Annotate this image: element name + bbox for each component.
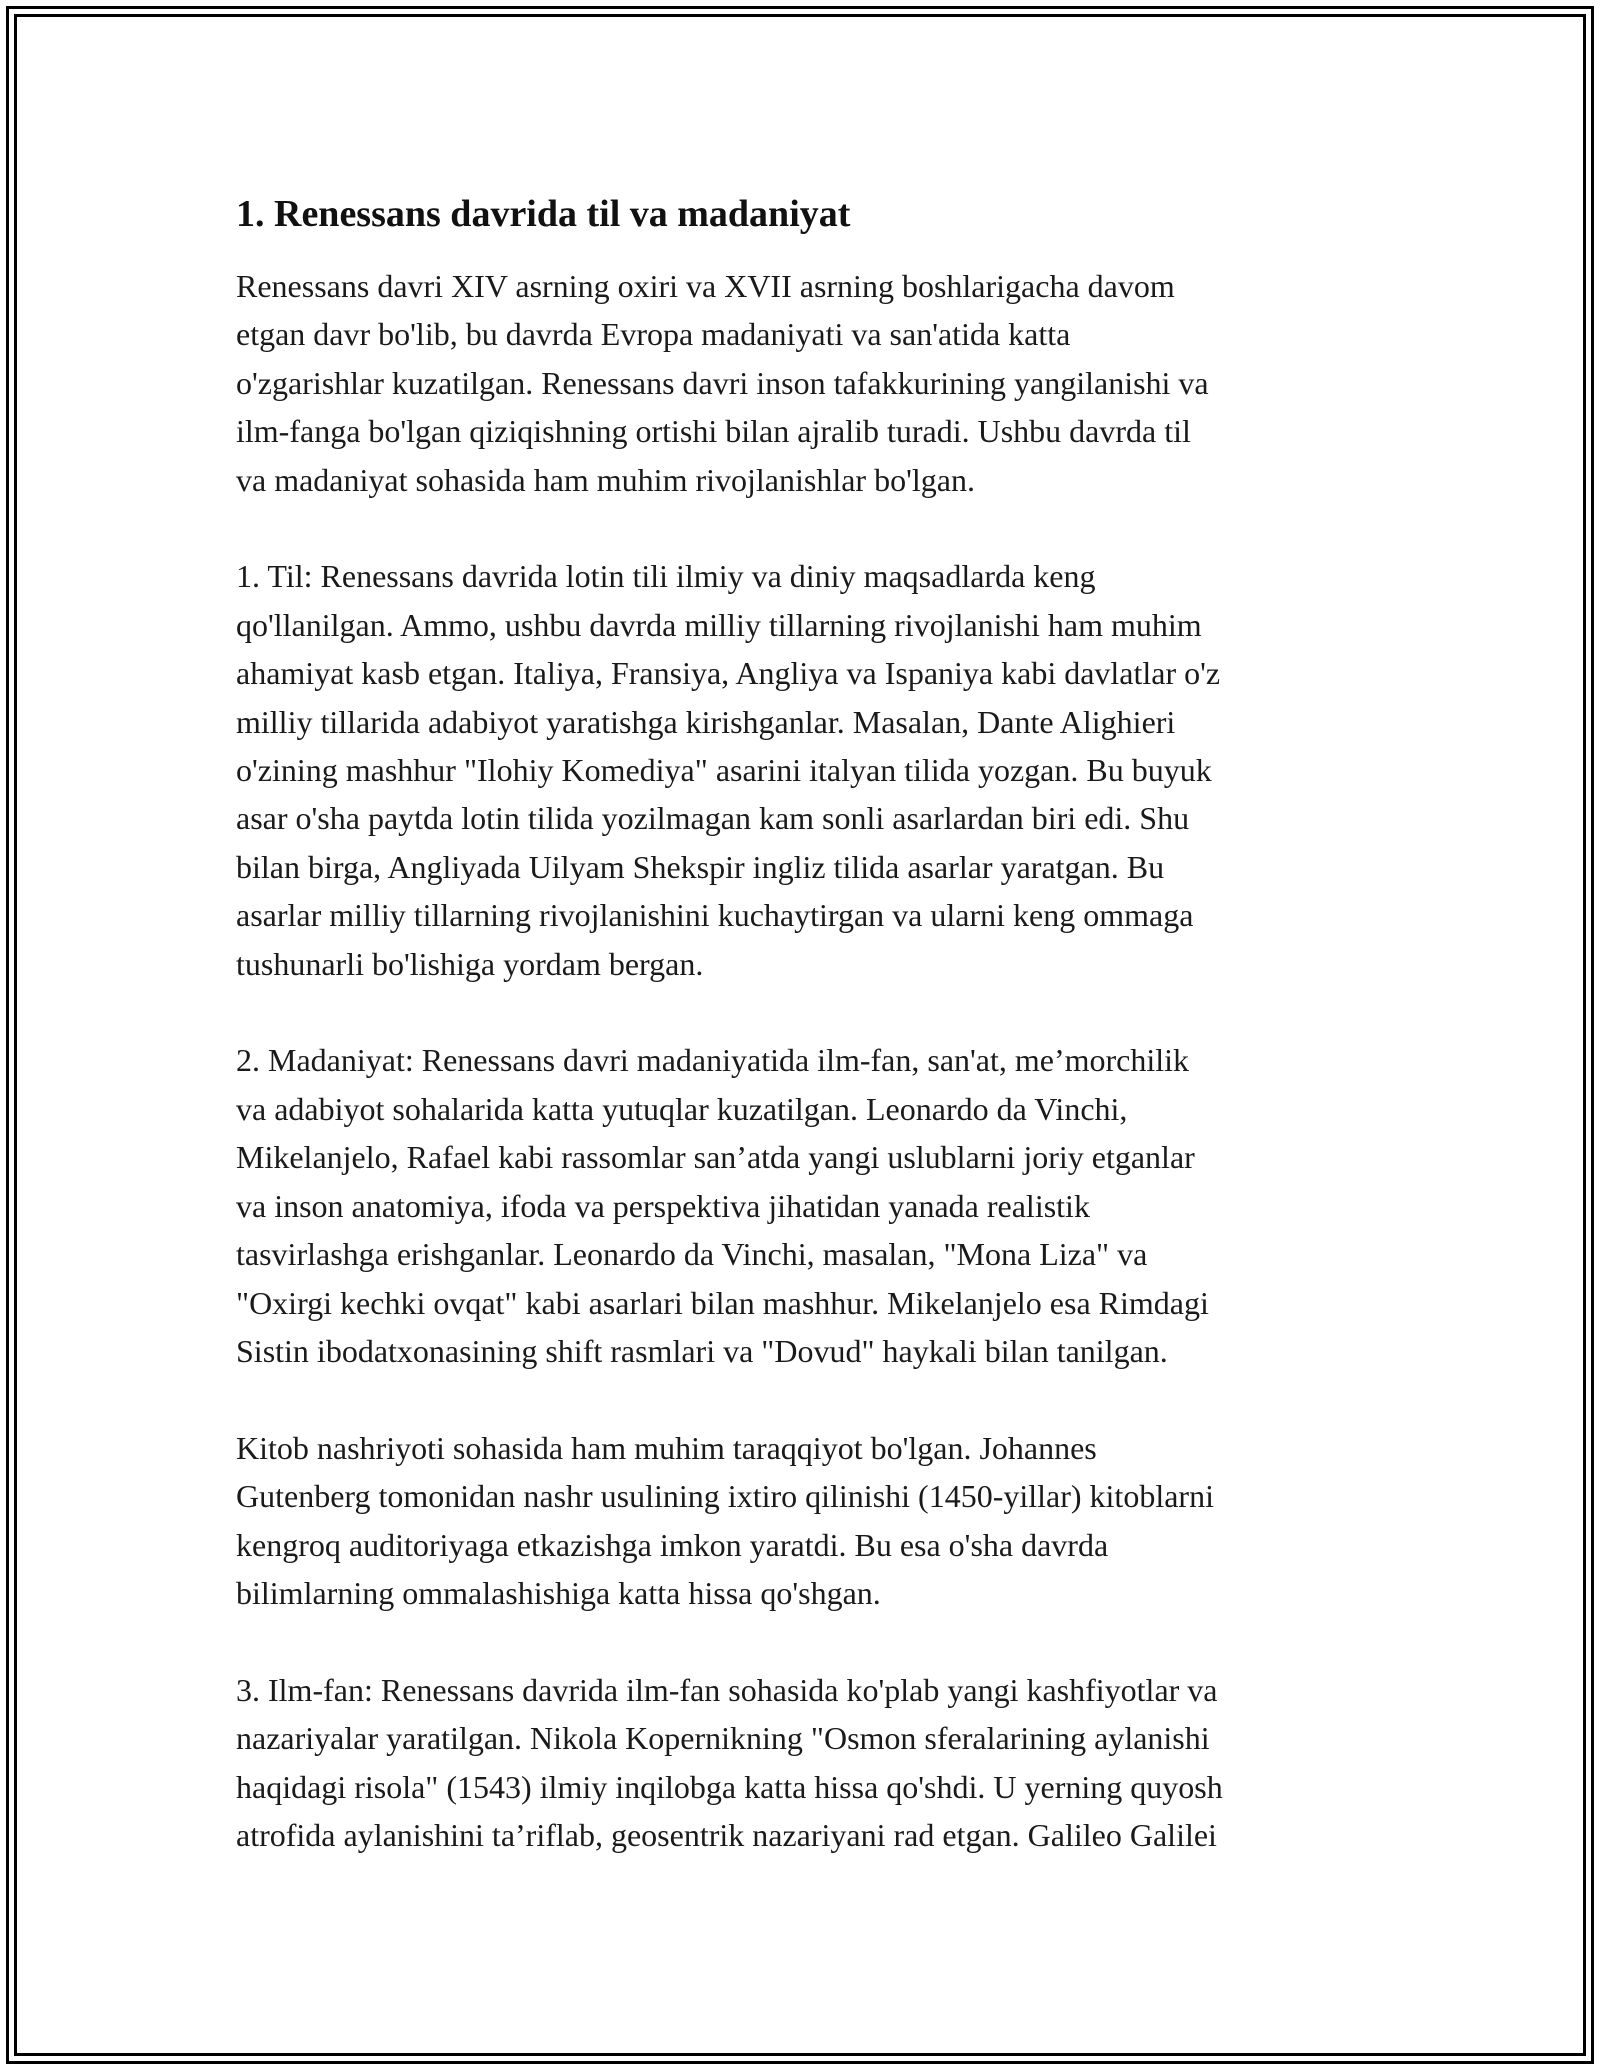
paragraph-culture: 2. Madaniyat: Renessans davri madaniyatida ilm-fan, san'at, me’morchilik va adabiyot sohalarida katta yutuqlar kuzatilgan. Leonardo da Vinchi, Mikelanjelo, Rafael kabi rassomlar san’atda yangi uslublarni joriy etganlar va inson anatomiya, ifoda va perspektiva jihatidan yanada realistik tasvirlashga erishganlar. Leonardo da Vinchi, masalan, "Mona Liza" va "Oxirgi kechki ovqat" kabi asarlari bilan mashhur. Mikelanjelo esa Rimdagi Sistin ibodatxonasining shift rasmlari va "Dovud" haykali bilan tanilgan. [236,1042,1209,1369]
paragraph-science: 3. Ilm-fan: Renessans davrida ilm-fan sohasida ko'plab yangi kashfiyotlar va nazariyalar yaratilgan. Nikola Kopernikning "Osmon sferalarining aylanishi haqidagi risola" (1543) ilmiy inqilobga katta hissa qo'shdi. U yerning quyosh atrofida aylanishini ta’riflab, geosentrik nazariyani rad etgan. Galileo Galilei [236,1671,1223,1853]
paragraph-intro: Renessans davri XIV asrning oxiri va XVII asrning boshlarigacha davom etgan davr bo'lib, bu davrda Evropa madaniyati va san'atida katta o'zgarishlar kuzatilgan. Renessans davri inson tafakkurining yangilanishi va ilm-fanga bo'lgan qiziqishning ortishi bilan ajralib turadi. Ushbu davrda til va madaniyat sohasida ham muhim rivojlanishlar bo'lgan. [236,268,1209,498]
paragraph-printing: Kitob nashriyoti sohasida ham muhim taraqqiyot bo'lgan. Johannes Gutenberg tomonidan nashr usulining ixtiro qilinishi (1450-yillar) kitoblarni kengroq auditoriyaga etkazishga imkon yaratdi. Bu esa o'sha davrda bilimlarning ommalashishiga katta hissa qo'shgan. [236,1429,1214,1611]
paragraph-language: 1. Til: Renessans davrida lotin tili ilmiy va diniy maqsadlarda keng qo'llanilgan. Ammo, ushbu davrda milliy tillarning rivojlanishi ham muhim ahamiyat kasb etgan. Italiya, Fransiya, Angliya va Ispaniya kabi davlatlar o'z milliy tillarida adabiyot yaratishga kirishganlar. Masalan, Dante Alighieri o'zining mashhur "Ilohiy Komediya" asarini italyan tilida yozgan. Bu buyuk asar o'sha paytda lotin tilida yozilmagan kam sonli asarlardan biri edi. Shu bilan birga, Angliyada Uilyam Shekspir ingliz tilida asarlar yaratgan. Bu asarlar milliy tillarning rivojlanishini kuchaytirgan va ularni keng ommaga tushunarli bo'lishiga yordam bergan. [236,558,1221,982]
document-body [236,186,1376,1908]
section-heading: 1. Renessans davrida til va madaniyat [236,193,851,235]
